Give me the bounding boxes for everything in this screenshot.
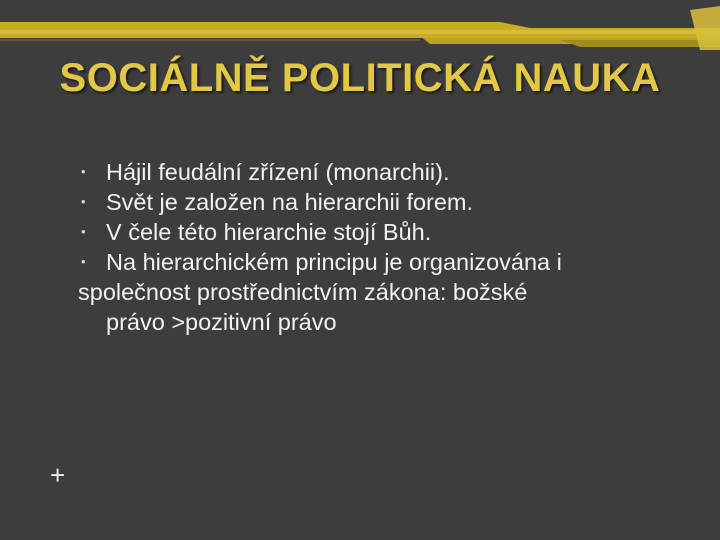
slide-title: SOCIÁLNĚ POLITICKÁ NAUKA [59,56,661,100]
continuation-text: společnost prostřednictvím zákona: božské [78,279,528,305]
bullet-icon: • [81,194,86,209]
bullet-item [78,157,678,187]
bullet-continuation [78,307,678,337]
plus-icon: + [50,460,66,490]
continuation-text: právo >pozitivní právo [106,309,337,335]
bullet-list [78,157,678,337]
bullet-item [78,247,678,277]
bullet-text: Svět je založen na hierarchii forem. [106,189,474,215]
bullet-icon: • [81,224,86,239]
bullet-icon: • [81,164,86,179]
bullet-text: V čele této hierarchie stojí Bůh. [106,219,432,245]
bullet-text: Na hierarchickém principu je organizována i [106,249,562,275]
bullet-item [78,187,678,217]
bullet-continuation [78,277,678,307]
bullet-item [78,217,678,247]
bullet-icon: • [81,254,86,269]
bullet-text: Hájil feudální zřízení (monarchii). [106,159,450,185]
top-decorative-band [0,0,720,50]
